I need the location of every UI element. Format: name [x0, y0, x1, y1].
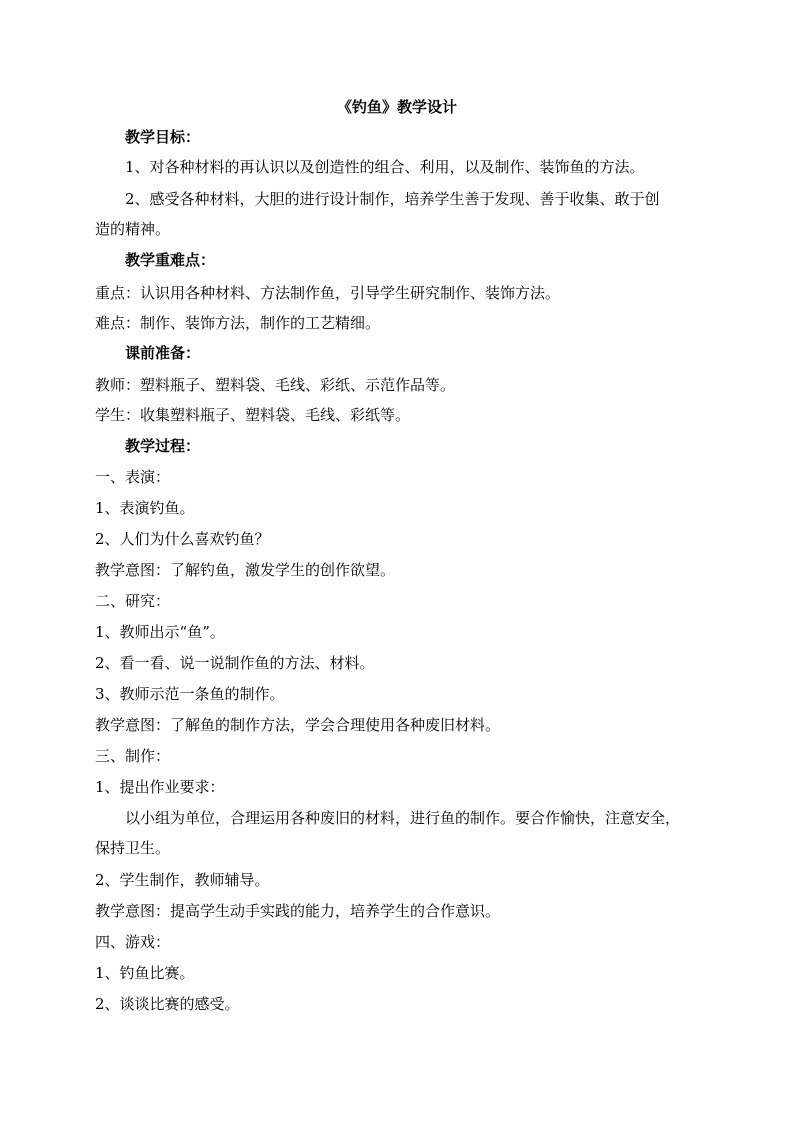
- making-intent: 教学意图：提高学生动手实践的能力，培养学生的合作意识。: [95, 902, 501, 920]
- document-title: 《钓鱼》教学设计: [336, 98, 457, 116]
- student-preparation-line: 学生：收集塑料瓶子、塑料袋、毛线、彩纸等。: [95, 406, 411, 424]
- research-intent: 教学意图：了解鱼的制作方法，学会合理使用各种废旧材料。: [95, 716, 501, 734]
- research-step-2: 2、看一看、说一说制作鱼的方法、材料。: [95, 654, 375, 672]
- difficult-point-line: 难点：制作、装饰方法，制作的工艺精细。: [95, 314, 381, 332]
- heading-teaching-process: 教学过程：: [125, 437, 201, 455]
- key-point-line: 重点：认识用各种材料、方法制作鱼，引导学生研究制作、装饰方法。: [95, 284, 561, 302]
- performance-step-1: 1、表演钓鱼。: [95, 499, 195, 517]
- making-requirement-line-2: 保持卫生。: [95, 839, 171, 857]
- section-game-heading: 四、游戏：: [95, 933, 171, 951]
- making-step-1: 1、提出作业要求：: [95, 778, 225, 796]
- heading-key-difficult-points: 教学重难点：: [125, 251, 216, 269]
- research-step-3: 3、教师示范一条鱼的制作。: [95, 685, 285, 703]
- heading-teaching-goals: 教学目标：: [125, 128, 201, 146]
- goal-line-2-continued: 造的精神。: [95, 220, 171, 238]
- performance-step-2: 2、人们为什么喜欢钓鱼？: [95, 530, 270, 548]
- goal-line-2: 2、感受各种材料，大胆的进行设计制作，培养学生善于发现、善于收集、敢于创: [125, 190, 660, 208]
- performance-intent: 教学意图：了解钓鱼，激发学生的创作欲望。: [95, 561, 396, 579]
- making-step-2: 2、学生制作，教师辅导。: [95, 871, 270, 889]
- making-requirement-line-1: 以小组为单位，合理运用各种废旧的材料，进行鱼的制作。要合作愉快，注意安全，: [125, 809, 681, 827]
- game-step-2: 2、谈谈比赛的感受。: [95, 995, 240, 1013]
- section-making-heading: 三、制作：: [95, 747, 171, 765]
- section-research-heading: 二、研究：: [95, 592, 171, 610]
- teacher-preparation-line: 教师：塑料瓶子、塑料袋、毛线、彩纸、示范作品等。: [95, 376, 456, 394]
- section-performance-heading: 一、表演：: [95, 468, 171, 486]
- goal-line-1: 1、对各种材料的再认识以及创造性的组合、利用，以及制作、装饰鱼的方法。: [125, 158, 645, 176]
- research-step-1: 1、教师出示“鱼”。: [95, 623, 225, 641]
- game-step-1: 1、钓鱼比赛。: [95, 964, 195, 982]
- heading-preparation: 课前准备：: [125, 344, 201, 362]
